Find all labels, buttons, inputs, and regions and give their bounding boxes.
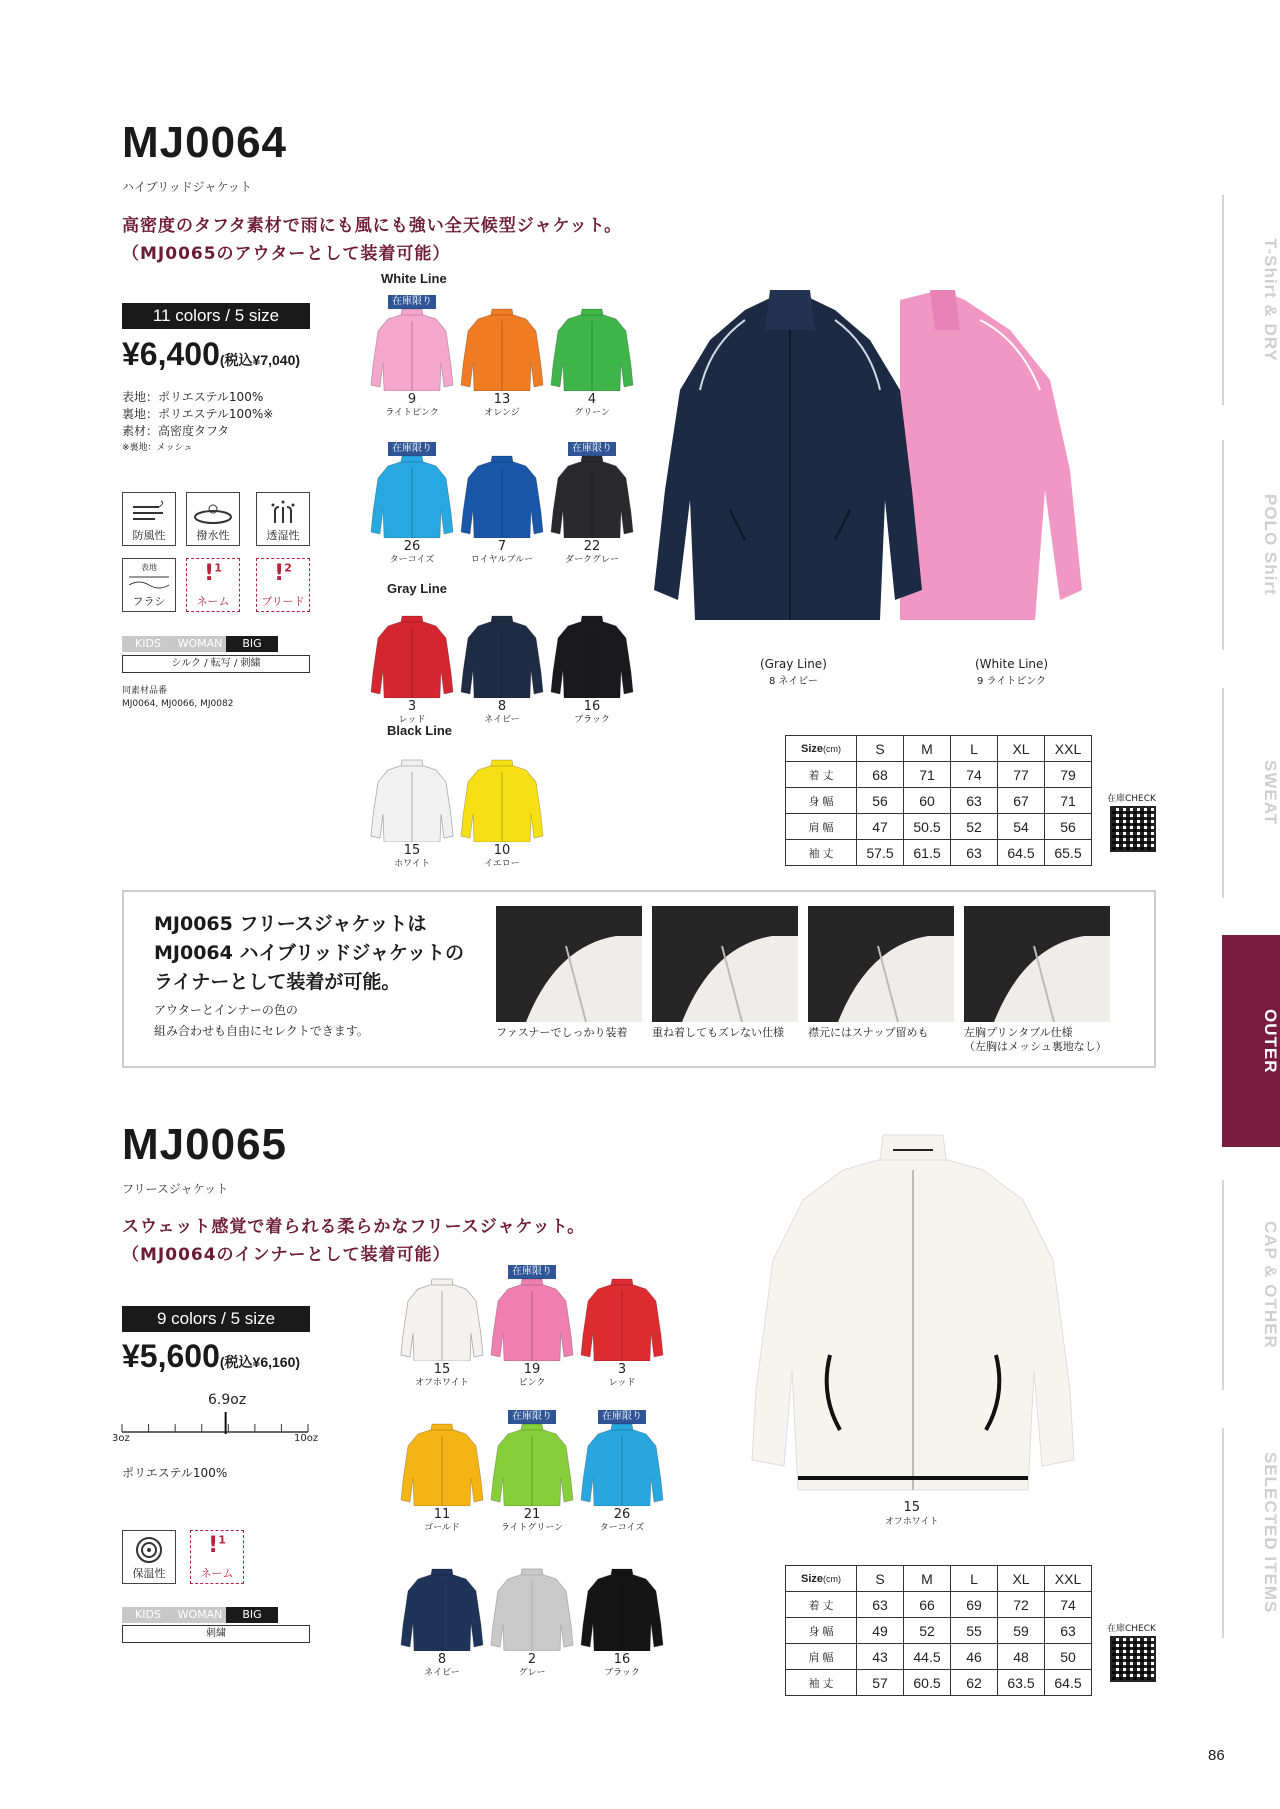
color-swatch[interactable] <box>460 740 544 870</box>
liner-photo <box>808 906 954 1022</box>
fabric-front-icon <box>122 558 176 612</box>
swatch-number: 26 <box>403 539 421 554</box>
windproof-icon <box>122 492 176 546</box>
colors-sizes-bar: 9 colors / 5 size <box>122 1306 310 1332</box>
size-column-header: M <box>904 1566 951 1592</box>
color-swatch[interactable] <box>400 1404 484 1534</box>
stock-badge: 在庫限り <box>508 1265 556 1279</box>
color-swatch[interactable] <box>460 596 544 726</box>
size-cell: 61.5 <box>904 840 951 866</box>
size-header-label: Size <box>800 1572 823 1585</box>
size-row-label: 袖 丈 <box>786 1670 857 1696</box>
size-row <box>786 1670 1092 1696</box>
jacket-image <box>370 452 454 538</box>
stock-badge-slot <box>370 289 454 305</box>
color-swatch[interactable] <box>370 740 454 870</box>
color-swatch[interactable] <box>490 1259 574 1389</box>
jacket-image <box>490 1420 574 1506</box>
liner-photo-caption: 襟元にはスナップ留めも <box>808 1026 929 1039</box>
bleed-print-icon: !$^2$ ブリード <box>256 558 310 612</box>
liner-photo <box>496 906 642 1022</box>
tab-polo[interactable] <box>1222 440 1280 650</box>
swatch-name: ゴールド <box>424 1523 460 1533</box>
liner-photo-item <box>964 906 1110 1054</box>
size-cell: 74 <box>1045 1592 1092 1618</box>
swatch-name: ロイヤルブルー <box>470 555 534 565</box>
spec-line: 表地：ポリエステル100% <box>122 390 264 404</box>
size-cell: 72 <box>998 1592 1045 1618</box>
stock-badge: 在庫限り <box>508 1410 556 1424</box>
price-value: ¥6,400 <box>122 336 220 372</box>
swatch-number: 16 <box>613 1652 631 1667</box>
size-cell: 63 <box>857 1592 904 1618</box>
color-swatch[interactable] <box>550 289 634 419</box>
stock-badge-slot <box>400 1259 484 1275</box>
main-image-caption-right <box>975 655 1048 691</box>
color-swatch[interactable] <box>400 1549 484 1679</box>
swatch-number: 22 <box>583 539 601 554</box>
swatch-number: 10 <box>493 843 511 858</box>
color-swatch[interactable] <box>370 436 454 566</box>
color-swatch[interactable] <box>490 1549 574 1679</box>
swatch-name: ホワイト <box>394 859 430 869</box>
print-method: 刺繍 <box>122 1625 310 1643</box>
size-cell: 47 <box>857 814 904 840</box>
size-cell: 62 <box>951 1670 998 1696</box>
caption-line: (White Line) <box>975 657 1049 671</box>
jacket-image <box>490 1275 574 1361</box>
size-cell: 49 <box>857 1618 904 1644</box>
size-cell: 50 <box>1045 1644 1092 1670</box>
size-category-bar <box>122 632 278 652</box>
tab-selected-items[interactable] <box>1222 1428 1280 1638</box>
color-swatch[interactable] <box>460 436 544 566</box>
swatch-name: オレンジ <box>484 408 520 418</box>
size-table <box>785 1565 1092 1696</box>
size-row-label: 着 丈 <box>786 762 857 788</box>
name-print-icon: !$^1$ ネーム <box>186 558 240 612</box>
product-model: MJ0065 <box>122 1120 288 1169</box>
stock-check-label: 在庫CHECK <box>1107 1624 1156 1634</box>
catch-line: スウェット感覚で着られる柔らかなフリースジャケット。 <box>122 1217 586 1237</box>
size-header-cell <box>786 1566 857 1592</box>
swatch-name: ブラック <box>604 1668 640 1678</box>
stock-badge-slot <box>370 436 454 452</box>
size-row <box>786 814 1092 840</box>
size-row-label: 肩 幅 <box>786 1644 857 1670</box>
jacket-image <box>370 305 454 391</box>
size-column-header: XL <box>998 1566 1045 1592</box>
caption-line: (Gray Line) <box>760 657 827 671</box>
jacket-image <box>580 1565 664 1651</box>
size-cell: 60.5 <box>904 1670 951 1696</box>
qr-code-icon[interactable] <box>1110 806 1156 852</box>
size-header-unit: (cm) <box>823 1573 841 1584</box>
icon-label: ネーム <box>196 595 230 608</box>
jacket-image <box>580 1420 664 1506</box>
size-row-label: 着 丈 <box>786 1592 857 1618</box>
size-column-header: S <box>857 1566 904 1592</box>
size-cell: 44.5 <box>904 1644 951 1670</box>
color-swatch[interactable] <box>370 596 454 726</box>
size-cell: 71 <box>1045 788 1092 814</box>
swatch-number: 15 <box>403 843 421 858</box>
swatch-number: 8 <box>497 699 507 714</box>
size-cell: 67 <box>998 788 1045 814</box>
catch-line: （MJ0065のアウターとして装着可能） <box>122 244 451 264</box>
swatch-name: ネイビー <box>484 715 520 725</box>
spec-line: 素材：高密度タフタ <box>122 424 230 438</box>
swatch-number: 16 <box>583 699 601 714</box>
catch-line: 高密度のタフタ素材で雨にも風にも強い全天候型ジャケット。 <box>122 216 623 236</box>
main-image-caption-left <box>760 655 827 691</box>
stock-badge-slot <box>370 740 454 756</box>
stock-badge-slot <box>400 1549 484 1565</box>
swatch-number: 2 <box>527 1652 537 1667</box>
size-row <box>786 1592 1092 1618</box>
liner-line: ライナーとして装着が可能。 <box>154 971 401 993</box>
liner-photo-caption: 重ね着してもズレない仕様 <box>652 1026 784 1039</box>
stock-badge: 在庫限り <box>388 295 436 309</box>
swatch-name: レッド <box>398 715 426 725</box>
liner-desc-line: アウターとインナーの色の <box>154 1003 298 1017</box>
liner-photo-caption: 左胸プリンタブル仕様 <box>964 1026 1073 1039</box>
product-subname: フリースジャケット <box>122 1182 229 1196</box>
liner-photo-caption: ファスナーでしっかり装着 <box>496 1026 628 1039</box>
size-cell: 43 <box>857 1644 904 1670</box>
tab-label: POLO Shirt <box>1261 494 1280 596</box>
color-swatch[interactable] <box>490 1404 574 1534</box>
stock-badge-slot <box>550 289 634 305</box>
stock-badge-slot <box>400 1404 484 1420</box>
product-model: MJ0064 <box>122 118 288 167</box>
color-swatch[interactable] <box>550 596 634 726</box>
print-num: 1 <box>214 561 222 575</box>
tab-cap-other[interactable] <box>1222 1180 1280 1390</box>
weight-max: 10oz <box>294 1433 319 1444</box>
main-product-image <box>650 290 1160 650</box>
size-cell: 50.5 <box>904 814 951 840</box>
swatch-number: 9 <box>407 392 417 407</box>
size-cell: 57.5 <box>857 840 904 866</box>
tab-label: OUTER <box>1261 1008 1280 1074</box>
size-row <box>786 1644 1092 1670</box>
size-cell: 63 <box>1045 1618 1092 1644</box>
stock-badge-slot <box>460 596 544 612</box>
size-woman: WOMAN <box>174 1607 226 1623</box>
icon-label: ネーム <box>200 1567 234 1580</box>
material-spec <box>122 389 273 457</box>
swatch-name: ライトグリーン <box>500 1523 564 1533</box>
stock-badge-slot <box>460 740 544 756</box>
swatch-name: ターコイズ <box>599 1523 645 1533</box>
size-header-unit: (cm) <box>823 743 841 754</box>
main-image-caption <box>885 1500 938 1530</box>
size-cell: 52 <box>951 814 998 840</box>
jacket-image <box>550 452 634 538</box>
stock-badge-slot <box>550 436 634 452</box>
swatch-name: グレー <box>518 1668 546 1678</box>
jacket-image <box>580 1275 664 1361</box>
price <box>122 1338 300 1375</box>
size-cell: 66 <box>904 1592 951 1618</box>
size-cell: 68 <box>857 762 904 788</box>
spec-line: 裏地：ポリエステル100%※ <box>122 407 274 421</box>
swatch-name: ターコイズ <box>389 555 435 565</box>
tab-outer[interactable] <box>1222 935 1280 1147</box>
breathable-icon <box>256 492 310 546</box>
liner-desc-line: 組み合わせも自由にセレクトできます。 <box>154 1024 369 1038</box>
tab-tshirt[interactable] <box>1222 195 1280 405</box>
size-woman: WOMAN <box>174 636 226 652</box>
icon-label: フラシ <box>132 595 166 608</box>
size-row <box>786 762 1092 788</box>
stock-badge-slot <box>370 596 454 612</box>
price <box>122 336 300 373</box>
size-cell: 63 <box>951 840 998 866</box>
weight-value: 6.9oz <box>208 1392 247 1408</box>
swatch-number: 4 <box>587 392 597 407</box>
size-cell: 48 <box>998 1644 1045 1670</box>
liner-line: MJ0065 フリースジャケットは <box>154 913 427 935</box>
size-cell: 71 <box>904 762 951 788</box>
size-row-label: 身 幅 <box>786 1618 857 1644</box>
same-material-list: MJ0064, MJ0066, MJ0082 <box>122 699 234 709</box>
size-row-label: 肩 幅 <box>786 814 857 840</box>
stock-badge-slot <box>550 596 634 612</box>
print-num: 2 <box>284 561 292 575</box>
size-column-header: XXL <box>1045 736 1092 762</box>
size-row-label: 袖 丈 <box>786 840 857 866</box>
main-product-image <box>748 1130 1078 1500</box>
tab-label: SELECTED ITEMS <box>1261 1452 1280 1614</box>
size-column-header: S <box>857 736 904 762</box>
size-cell: 63.5 <box>998 1670 1045 1696</box>
same-material-label: 同素材品番 <box>122 686 168 696</box>
jacket-image <box>370 756 454 842</box>
stock-badge: 在庫限り <box>598 1410 646 1424</box>
color-swatch[interactable] <box>400 1259 484 1389</box>
size-row <box>786 1618 1092 1644</box>
fabric-weight-scale <box>110 1390 320 1444</box>
price-value: ¥5,600 <box>122 1338 220 1374</box>
swatch-name: ピンク <box>518 1378 546 1388</box>
print-num: 1 <box>218 1533 226 1547</box>
color-swatch[interactable] <box>580 1259 664 1389</box>
icon-label: 防風性 <box>132 529 166 542</box>
swatch-name: グリーン <box>574 408 610 418</box>
liner-heading <box>154 910 464 997</box>
swatch-number: 7 <box>497 539 507 554</box>
swatch-number: 13 <box>493 392 511 407</box>
size-kids: KIDS <box>122 1607 174 1623</box>
catch-line: （MJ0064のインナーとして装着可能） <box>122 1245 451 1265</box>
swatch-name: ブラック <box>574 715 610 725</box>
jacket-image <box>460 305 544 391</box>
swatch-name: ネイビー <box>424 1668 460 1678</box>
stock-badge-slot <box>460 289 544 305</box>
swatch-number: 21 <box>523 1507 541 1522</box>
stock-badge: 在庫限り <box>388 442 436 456</box>
liner-photo <box>652 906 798 1022</box>
tab-label: T-Shirt & DRY <box>1261 238 1280 362</box>
stock-badge-slot <box>490 1259 574 1275</box>
size-cell: 46 <box>951 1644 998 1670</box>
swatch-number: 15 <box>433 1362 451 1377</box>
icon-sublabel: 表地 <box>141 563 157 572</box>
liner-photo-caption: （左胸はメッシュ裏地なし） <box>964 1040 1107 1053</box>
size-column-header: M <box>904 736 951 762</box>
liner-photo-item <box>496 906 642 1040</box>
jacket-image <box>460 612 544 698</box>
stock-check-label: 在庫CHECK <box>1107 794 1156 804</box>
jacket-image <box>550 612 634 698</box>
size-cell: 79 <box>1045 762 1092 788</box>
size-big: BIG <box>226 636 278 652</box>
swatch-name: レッド <box>608 1378 636 1388</box>
weight-min: 3oz <box>112 1433 130 1444</box>
jacket-image <box>370 612 454 698</box>
swatch-number: 3 <box>407 699 417 714</box>
jacket-image <box>490 1565 574 1651</box>
stock-badge-slot <box>490 1549 574 1565</box>
swatch-number: 8 <box>437 1652 447 1667</box>
icon-label: 透湿性 <box>266 529 300 542</box>
stock-badge-slot <box>580 1259 664 1275</box>
tab-label: CAP & OTHER <box>1261 1221 1280 1349</box>
jacket-image <box>400 1275 484 1361</box>
water-repellent-icon <box>186 492 240 546</box>
print-method: シルク / 転写 / 刺繍 <box>122 655 310 673</box>
size-big: BIG <box>226 1607 278 1623</box>
stock-badge-slot <box>580 1404 664 1420</box>
gray-line-title: Gray Line <box>387 581 447 596</box>
icon-label: ブリード <box>261 595 305 608</box>
size-column-header: XXL <box>1045 1566 1092 1592</box>
size-category-bar <box>122 1603 278 1623</box>
size-kids: KIDS <box>122 636 174 652</box>
size-column-header: L <box>951 1566 998 1592</box>
product-catchcopy <box>122 212 622 268</box>
size-cell: 59 <box>998 1618 1045 1644</box>
tab-sweat[interactable] <box>1222 688 1280 898</box>
liner-photo-item <box>808 906 954 1040</box>
size-column-header: XL <box>998 736 1045 762</box>
spec-note: ※裏地：メッシュ <box>122 443 193 453</box>
caption-sub: 9 ライトピンク <box>977 676 1047 687</box>
stock-badge: 在庫限り <box>568 442 616 456</box>
same-material <box>122 685 233 711</box>
swatch-number: 19 <box>523 1362 541 1377</box>
size-cell: 64.5 <box>998 840 1045 866</box>
liner-photo-item <box>652 906 798 1040</box>
icon-label: 撥水性 <box>196 529 230 542</box>
size-cell: 64.5 <box>1045 1670 1092 1696</box>
size-cell: 63 <box>951 788 998 814</box>
size-cell: 77 <box>998 762 1045 788</box>
product-subname: ハイブリッドジャケット <box>122 180 252 194</box>
stock-badge-slot <box>580 1549 664 1565</box>
jacket-image <box>400 1565 484 1651</box>
size-cell: 54 <box>998 814 1045 840</box>
size-header-label: Size <box>800 742 823 755</box>
jacket-image <box>400 1420 484 1506</box>
swatch-number: 26 <box>613 1507 631 1522</box>
size-cell: 74 <box>951 762 998 788</box>
liner-photos <box>496 906 1146 1056</box>
liner-description <box>154 1000 369 1042</box>
size-row <box>786 840 1092 866</box>
swatch-number: 3 <box>617 1362 627 1377</box>
material-spec: ポリエステル100% <box>122 1466 228 1480</box>
size-row <box>786 788 1092 814</box>
size-cell: 69 <box>951 1592 998 1618</box>
jacket-image <box>550 305 634 391</box>
price-tax: (税込¥7,040) <box>219 352 301 368</box>
size-cell: 60 <box>904 788 951 814</box>
swatch-name: ダークグレー <box>564 555 619 565</box>
color-swatch[interactable] <box>460 289 544 419</box>
size-cell: 57 <box>857 1670 904 1696</box>
size-cell: 56 <box>857 788 904 814</box>
stock-badge-slot <box>460 436 544 452</box>
price-tax: (税込¥6,160) <box>219 1354 301 1370</box>
caption-num: 15 <box>903 1500 920 1515</box>
size-cell: 56 <box>1045 814 1092 840</box>
size-header-cell <box>786 736 857 762</box>
qr-code-icon[interactable] <box>1110 1636 1156 1682</box>
size-cell: 52 <box>904 1618 951 1644</box>
icon-label: 保温性 <box>132 1567 166 1580</box>
caption-name: オフホワイト <box>885 1517 939 1527</box>
color-swatch[interactable] <box>580 1404 664 1534</box>
liner-line: MJ0064 ハイブリッドジャケットの <box>154 942 465 964</box>
size-cell: 65.5 <box>1045 840 1092 866</box>
size-row-label: 身 幅 <box>786 788 857 814</box>
color-swatch[interactable] <box>580 1549 664 1679</box>
jacket-image <box>460 756 544 842</box>
heat-retention-icon <box>122 1530 176 1584</box>
color-swatch[interactable] <box>550 436 634 566</box>
white-line-title: White Line <box>381 271 447 286</box>
name-print-icon: !$^1$ ネーム <box>190 1530 244 1584</box>
swatch-name: イエロー <box>484 859 520 869</box>
size-column-header: L <box>951 736 998 762</box>
colors-sizes-bar: 11 colors / 5 size <box>122 303 310 329</box>
jacket-image <box>460 452 544 538</box>
swatch-name: オフホワイト <box>415 1378 469 1388</box>
black-line-title: Black Line <box>387 723 453 738</box>
size-table <box>785 735 1092 866</box>
color-swatch[interactable] <box>370 289 454 419</box>
size-cell: 55 <box>951 1618 998 1644</box>
tab-label: SWEAT <box>1261 760 1280 826</box>
caption-sub: 8 ネイビー <box>768 676 818 687</box>
stock-badge-slot <box>490 1404 574 1420</box>
swatch-name: ライトピンク <box>385 408 439 418</box>
liner-photo <box>964 906 1110 1022</box>
swatch-number: 11 <box>433 1507 451 1522</box>
page-number: 86 <box>1208 1747 1225 1764</box>
